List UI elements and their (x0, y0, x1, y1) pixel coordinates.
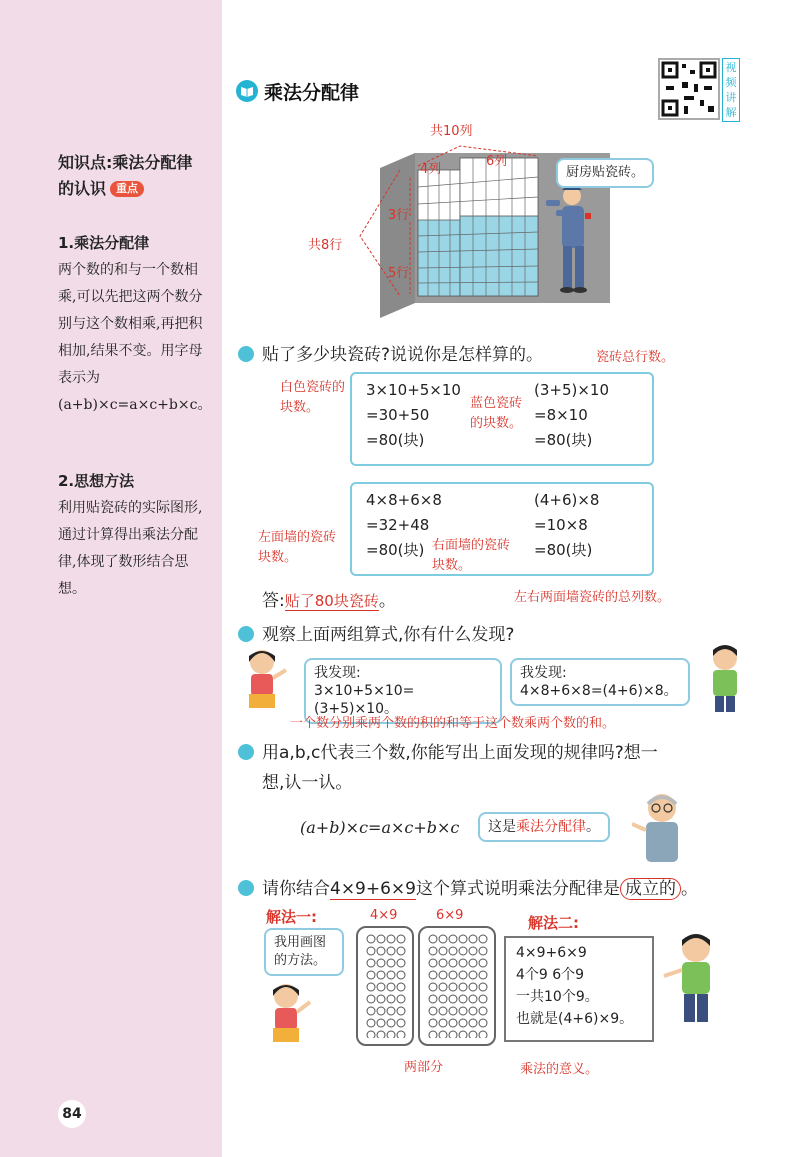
question-4-end: 。 (681, 879, 698, 899)
finding-title: 我发现: (520, 665, 567, 681)
sidebar-section-1 (58, 232, 212, 419)
book-icon (236, 80, 258, 102)
qr-code-icon[interactable] (658, 58, 720, 120)
dots-bottom-label: 两部分 (404, 1060, 444, 1075)
method-2-label: 解法二: (528, 914, 579, 932)
kp-title-line1: 知识点:乘法分配律 (58, 153, 193, 172)
teacher-bubble (478, 812, 610, 842)
calc-line: =80(块) (366, 431, 425, 449)
question-3 (238, 738, 758, 798)
girl-avatar (238, 646, 290, 720)
dots-label-4x9: 4×9 (370, 908, 398, 923)
label-4-columns: 4列 (420, 162, 442, 177)
calc-line: =80(块) (534, 541, 593, 559)
boy-avatar (700, 642, 750, 720)
method-2-paper (504, 936, 654, 1042)
dots-panel-right (418, 926, 496, 1046)
question-4 (238, 874, 698, 899)
question-1-text: 贴了多少块瓷砖?说说你是怎样算的。 (262, 345, 544, 365)
boy-avatar-2 (660, 930, 726, 1030)
sidebar-section-2 (58, 470, 208, 603)
teacher-end: 。 (586, 819, 600, 835)
question-1 (238, 340, 543, 365)
note-white-tiles: 白色瓷砖的块数。 (280, 380, 346, 415)
question-2-text: 观察上面两组算式,你有什么发现? (262, 625, 515, 645)
calc-line: =80(块) (366, 541, 425, 559)
bullet-icon (238, 744, 254, 760)
label-5-rows: 5行 (388, 266, 410, 281)
dots-label-6x9: 6×9 (436, 908, 464, 923)
teacher-avatar (632, 790, 692, 870)
calc-line: =80(块) (534, 431, 593, 449)
page-number: 84 (58, 1100, 86, 1128)
finding-text: 3×10+5×10=(3+5)×10。 (314, 683, 415, 717)
key-point-badge: 重点 (110, 181, 144, 197)
bullet-icon (238, 346, 254, 362)
answer-label: 答: (262, 591, 285, 611)
answer-end: 。 (378, 591, 396, 611)
paper-line: 4×9+6×9 (516, 945, 587, 961)
question-3-line1: 用a,b,c代表三个数,你能写出上面发现的规律吗?想一 (262, 743, 658, 763)
note-right-wall: 右面墙的瓷砖块数。 (432, 538, 511, 573)
knowledge-point-title (58, 150, 218, 202)
worker-speech-bubble: 厨房贴瓷砖。 (556, 158, 654, 188)
kp-title-line2: 的认识 (58, 179, 107, 198)
question-3-line2: 想,认一认。 (262, 773, 353, 793)
bullet-icon (238, 880, 254, 896)
calc-line: =8×10 (534, 406, 588, 424)
dots-panel-left (356, 926, 414, 1046)
finding-bubble-2 (510, 658, 690, 706)
box1-right-calc (534, 378, 609, 453)
paper-note: 乘法的意义。 (520, 1062, 599, 1077)
sidebar-heading-2: 2.思想方法 (58, 472, 135, 490)
note-total-columns: 左右两面墙瓷砖的总列数。 (514, 590, 671, 605)
calc-line: =32+48 (366, 516, 430, 534)
method-1-label: 解法一: (266, 908, 317, 926)
question-4-circled: 成立的 (620, 878, 681, 900)
paper-line: 一共10个9。 (516, 989, 599, 1005)
label-total-columns: 共10列 (430, 124, 473, 139)
sidebar-para-2: 利用贴瓷砖的实际图形,通过计算得出乘法分配律,体现了数形结合思想。 (58, 500, 203, 597)
question-4-pre: 请你结合 (262, 879, 330, 899)
question-4-expression: 4×9+6×9 (330, 879, 416, 899)
box2-left-calc (366, 488, 442, 563)
teacher-text: 这是 (488, 819, 516, 835)
calc-line: (4+6)×8 (534, 491, 600, 509)
note-blue-tiles: 蓝色瓷砖的块数。 (470, 396, 523, 431)
calc-line: (3+5)×10 (534, 381, 610, 399)
label-6-columns: 6列 (486, 154, 508, 169)
tile-figure (300, 118, 630, 318)
bullet-icon (238, 626, 254, 642)
video-explain-label[interactable]: 视频讲解 (722, 58, 740, 122)
answer-text: 贴了80块瓷砖 (284, 592, 379, 610)
sidebar-para-1: 两个数的和与一个数相乘,可以先把这两个数分别与这个数相乘,再把积相加,结果不变。用字母表示为(a+b)×c=a×c+b×c。 (58, 262, 212, 413)
finding-summary: 一个数分别乘两个数的积的和等于这个数乘两个数的和。 (290, 716, 616, 731)
question-4-post: 这个算式说明乘法分配律是 (416, 879, 620, 899)
finding-text: 4×8+6×8=(4+6)×8。 (520, 683, 678, 699)
note-left-wall: 左面墙的瓷砖块数。 (258, 530, 337, 565)
calc-line: 4×8+6×8 (366, 491, 442, 509)
box2-right-calc (534, 488, 599, 563)
finding-title: 我发现: (314, 665, 361, 681)
label-3-rows: 3行 (388, 208, 410, 223)
girl-avatar-2 (262, 980, 314, 1056)
sidebar-heading-1: 1.乘法分配律 (58, 234, 150, 252)
distributive-formula: (a+b)×c=a×c+b×c (300, 818, 460, 837)
calc-line: =10×8 (534, 516, 588, 534)
calc-line: 3×10+5×10 (366, 381, 461, 399)
paper-line: 也就是(4+6)×9。 (516, 1011, 634, 1027)
paper-line: 4个9 6个9 (516, 967, 585, 983)
teacher-highlight: 乘法分配律 (516, 819, 586, 835)
method-1-bubble: 我用画图的方法。 (264, 928, 344, 976)
question-2 (238, 620, 514, 645)
section-title: 乘法分配律 (264, 82, 360, 104)
calc-line: =30+50 (366, 406, 430, 424)
answer-line (262, 586, 396, 611)
box1-left-calc (366, 378, 461, 453)
label-total-rows: 共8行 (308, 238, 343, 253)
note-total-rows: 瓷砖总行数。 (596, 350, 675, 365)
